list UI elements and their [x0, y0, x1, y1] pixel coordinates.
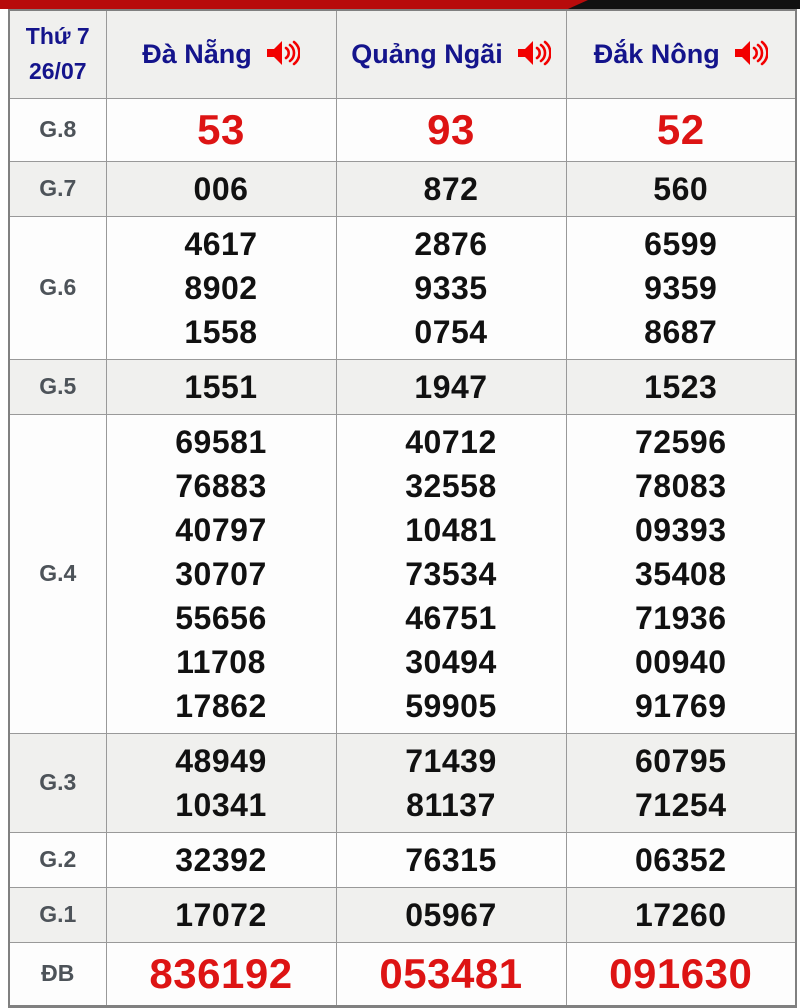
prize-number: 06352 [635, 841, 727, 878]
prize-number: 48949 [175, 742, 267, 779]
prize-number: 93 [427, 105, 475, 153]
prize-numbers-cell [106, 359, 336, 414]
prize-number: 32392 [175, 841, 267, 878]
prize-number: 46751 [405, 599, 497, 636]
speaker-icon [266, 40, 300, 69]
prize-label: ĐB [9, 942, 106, 1006]
province-name[interactable]: Đà Nẵng [142, 38, 252, 69]
prize-numbers-cell [106, 887, 336, 942]
prize-number: 2876 [414, 225, 488, 262]
prize-label: G.1 [9, 887, 106, 942]
prize-numbers-cell [106, 414, 336, 733]
prize-number: 8902 [184, 269, 258, 306]
prize-label: G.4 [9, 414, 106, 733]
prize-numbers-cell [106, 942, 336, 1006]
prize-row-7 [9, 832, 796, 887]
prize-number: 10481 [405, 511, 497, 548]
prize-numbers-cell [106, 216, 336, 359]
prize-numbers-cell [336, 216, 566, 359]
prize-numbers-cell [566, 216, 796, 359]
column-header-da-nang [106, 10, 336, 98]
prize-numbers-cell [106, 733, 336, 832]
speaker-button[interactable] [266, 40, 300, 69]
prize-number: 1558 [184, 313, 258, 350]
table-header-row [9, 10, 796, 98]
top-decoration-bar-red [0, 0, 800, 9]
prize-number: 32558 [405, 467, 497, 504]
prize-row-5 [9, 414, 796, 733]
prize-numbers-cell [336, 98, 566, 161]
prize-numbers-cell [566, 832, 796, 887]
prize-number: 53 [197, 105, 245, 153]
prize-label: G.2 [9, 832, 106, 887]
prize-number: 17072 [175, 896, 267, 933]
prize-numbers-cell [336, 359, 566, 414]
prize-number: 17862 [175, 687, 267, 724]
prize-label: G.5 [9, 359, 106, 414]
prize-number: 9335 [414, 269, 488, 306]
column-header-quang-ngai [336, 10, 566, 98]
province-name[interactable]: Quảng Ngãi [351, 38, 503, 69]
prize-number: 10341 [175, 786, 267, 823]
prize-label: G.7 [9, 161, 106, 216]
prize-numbers-cell [566, 359, 796, 414]
prize-numbers-cell [336, 414, 566, 733]
prize-number: 55656 [175, 599, 267, 636]
lottery-results-table [8, 9, 797, 1008]
prize-numbers-cell [336, 887, 566, 942]
prize-number: 81137 [406, 786, 496, 823]
prize-numbers-cell [106, 832, 336, 887]
speaker-button[interactable] [734, 40, 768, 69]
prize-number: 6599 [644, 225, 718, 262]
prize-numbers-cell [106, 161, 336, 216]
prize-row-8 [9, 887, 796, 942]
prize-number: 560 [653, 170, 709, 207]
prize-number: 40797 [175, 511, 267, 548]
prize-number: 17260 [635, 896, 727, 933]
prize-number: 76883 [175, 467, 267, 504]
prize-number: 78083 [635, 467, 727, 504]
prize-number: 71254 [635, 786, 727, 823]
prize-number: 836192 [149, 949, 293, 997]
prize-row-4 [9, 359, 796, 414]
prize-number: 1523 [644, 368, 718, 405]
prize-numbers-cell [566, 414, 796, 733]
prize-number: 9359 [644, 269, 718, 306]
prize-number: 59905 [405, 687, 497, 724]
prize-number: 00940 [635, 643, 727, 680]
prize-number: 30494 [405, 643, 497, 680]
prize-number: 091630 [609, 949, 753, 997]
draw-date-cell [9, 10, 106, 98]
prize-numbers-cell [336, 733, 566, 832]
prize-numbers-cell [106, 98, 336, 161]
prize-number: 52 [656, 105, 705, 153]
prize-number: 8687 [644, 313, 718, 350]
prize-number: 35408 [635, 555, 727, 592]
prize-numbers-cell [336, 942, 566, 1006]
prize-label: G.3 [9, 733, 106, 832]
prize-label: G.8 [9, 98, 106, 161]
prize-numbers-cell [336, 161, 566, 216]
prize-number: 05967 [405, 896, 497, 933]
prize-number: 91769 [635, 687, 727, 724]
draw-date: 26/07 [28, 58, 87, 85]
prize-numbers-cell [566, 942, 796, 1006]
top-decoration-bar [0, 0, 800, 9]
prize-number: 40712 [405, 423, 497, 460]
prize-number: 053481 [379, 949, 523, 997]
prize-number: 11708 [176, 643, 266, 680]
prize-numbers-cell [566, 98, 796, 161]
prize-numbers-cell [336, 832, 566, 887]
prize-number: 73534 [405, 555, 497, 592]
prize-number: 872 [423, 170, 479, 207]
prize-row-2 [9, 161, 796, 216]
prize-number: 1551 [184, 368, 258, 405]
prize-number: 72596 [635, 423, 727, 460]
prize-number: 60795 [635, 742, 727, 779]
prize-row-3 [9, 216, 796, 359]
prize-number: 1947 [414, 368, 488, 405]
speaker-icon [517, 40, 551, 69]
prize-number: 30707 [175, 555, 267, 592]
draw-day: Thứ 7 [25, 22, 90, 49]
prize-number: 0754 [414, 313, 488, 350]
speaker-icon [734, 40, 768, 69]
prize-number: 76315 [405, 841, 497, 878]
province-name[interactable]: Đắk Nông [593, 38, 720, 69]
prize-row-1 [9, 98, 796, 161]
speaker-button[interactable] [517, 40, 551, 69]
prize-number: 71936 [635, 599, 727, 636]
prize-label: G.6 [9, 216, 106, 359]
prize-number: 69581 [175, 423, 267, 460]
prize-numbers-cell [566, 161, 796, 216]
prize-number: 71439 [405, 742, 497, 779]
prize-numbers-cell [566, 887, 796, 942]
prize-number: 09393 [635, 511, 727, 548]
prize-numbers-cell [566, 733, 796, 832]
column-header-dak-nong [566, 10, 796, 98]
prize-row-9 [9, 942, 796, 1006]
prize-number: 006 [193, 170, 249, 207]
prize-row-6 [9, 733, 796, 832]
prize-number: 4617 [184, 225, 258, 262]
